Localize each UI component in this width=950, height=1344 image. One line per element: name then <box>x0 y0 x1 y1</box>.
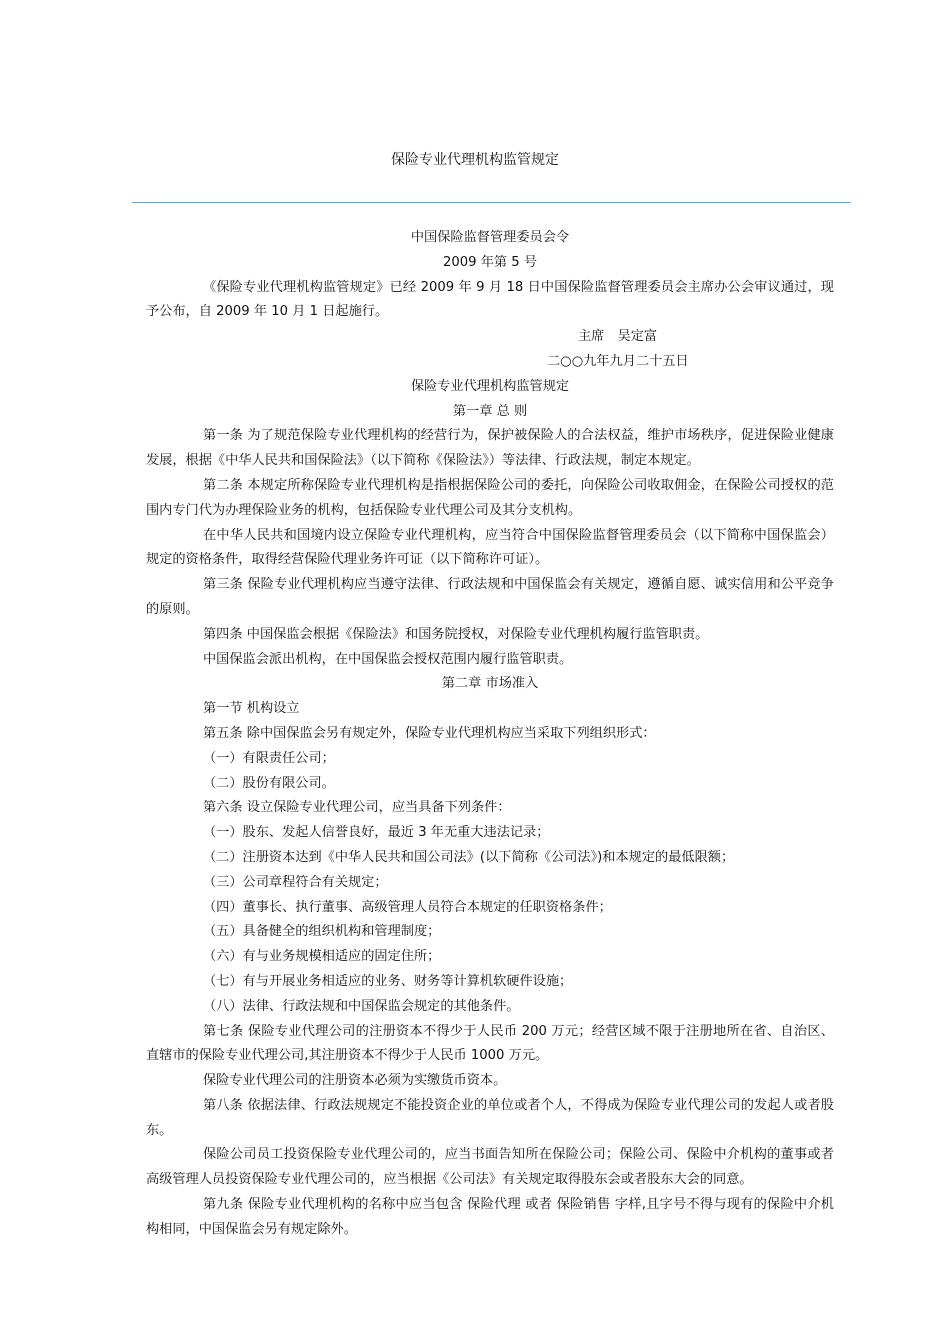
article-paragraph: 第一条 为了规范保险专业代理机构的经营行为，保护被保险人的合法权益，维护市场秩序，促进保险业健康发展，根据《中华人民共和国保险法》（以下简称《保险法》）等法律、行政法规，制定本规定。 <box>146 428 834 469</box>
list-item: （五）具备健全的组织机构和管理制度； <box>203 924 441 940</box>
decree-number: 2009 年第 5 号 <box>442 254 538 270</box>
list-item: （三）公司章程符合有关规定； <box>203 874 388 890</box>
article-paragraph: 第六条 设立保险专业代理公司，应当具备下列条件： <box>203 800 511 816</box>
page-title: 保险专业代理机构监管规定 <box>391 152 559 168</box>
signing-date: 二○○九年九月二十五日 <box>547 353 689 369</box>
list-item: （二）股份有限公司。 <box>203 775 335 791</box>
title-divider <box>132 202 851 203</box>
list-item: （七）有与开展业务相适应的业务、财务等计算机软硬件设施； <box>203 973 573 989</box>
document-body <box>146 226 834 1243</box>
article-paragraph: 第九条 保险专业代理机构的名称中应当包含 保险代理 或者 保险销售 字样,且字号不得与现有的保险中介机构相同，中国保监会另有规定除外。 <box>146 1197 834 1237</box>
article-paragraph: 保险专业代理公司的注册资本必须为实缴货币资本。 <box>203 1073 507 1089</box>
list-item: （八）法律、行政法规和中国保监会规定的其他条件。 <box>203 998 520 1014</box>
article-paragraph: 第四条 中国保监会根据《保险法》和国务院授权，对保险专业代理机构履行监管职责。 <box>203 626 709 642</box>
list-item: （一）股东、发起人信誉良好，最近 3 年无重大违法记录； <box>203 825 550 841</box>
list-item: （二）注册资本达到《中华人民共和国公司法》(以下简称《公司法》)和本规定的最低限额； <box>203 849 735 865</box>
decree-issuer: 中国保险监督管理委员会令 <box>410 230 570 245</box>
list-item: （一）有限责任公司； <box>203 750 335 766</box>
list-item: （四）董事长、执行董事、高级管理人员符合本规定的任职资格条件； <box>203 899 612 915</box>
article-paragraph: 中国保监会派出机构，在中国保监会授权范围内履行监管职责。 <box>203 651 573 667</box>
chapter-heading: 第一章 总 则 <box>452 403 528 419</box>
promulgation-paragraph: 《保险专业代理机构监管规定》已经 2009 年 9 月 18 日中国保险监督管理委员会主席办公会审议通过，现予公布，自 2009 年 10 月 1 日起施行。 <box>146 279 834 320</box>
section-heading: 第一节 机构设立 <box>203 701 300 717</box>
article-paragraph: 第五条 除中国保监会另有规定外，保险专业代理机构应当采取下列组织形式： <box>203 725 656 741</box>
signatory: 主席 吴定富 <box>578 329 658 345</box>
article-paragraph: 保险公司员工投资保险专业代理公司的，应当书面告知所在保险公司；保险公司、保险中介机构的董事或者高级管理人员投资保险专业代理公司的，应当根据《公司法》有关规定取得股东会或者股东大会的同意。 <box>146 1147 834 1188</box>
article-paragraph: 第二条 本规定所称保险专业代理机构是指根据保险公司的委托，向保险公司收取佣金，在保险公司授权的范围内专门代为办理保险业务的机构，包括保险专业代理公司及其分支机构。 <box>146 477 834 518</box>
regulation-title: 保险专业代理机构监管规定 <box>410 378 570 394</box>
article-paragraph: 在中华人民共和国境内设立保险专业代理机构，应当符合中国保险监督管理委员会（以下简称中国保监会）规定的资格条件，取得经营保险代理业务许可证（以下简称许可证）。 <box>146 527 834 568</box>
article-paragraph: 第三条 保险专业代理机构应当遵守法律、行政法规和中国保监会有关规定，遵循自愿、诚实信用和公平竞争的原则。 <box>146 577 834 617</box>
chapter-heading: 第二章 市场准入 <box>441 676 539 692</box>
list-item: （六）有与业务规模相适应的固定住所； <box>203 949 441 965</box>
article-paragraph: 第七条 保险专业代理公司的注册资本不得少于人民币 200 万元；经营区域不限于注册地所在省、自治区、直辖市的保险专业代理公司,其注册资本不得少于人民币 1000 万元。 <box>146 1023 834 1064</box>
article-paragraph: 第八条 依据法律、行政法规规定不能投资企业的单位或者个人，不得成为保险专业代理公司的发起人或者股东。 <box>146 1097 834 1138</box>
